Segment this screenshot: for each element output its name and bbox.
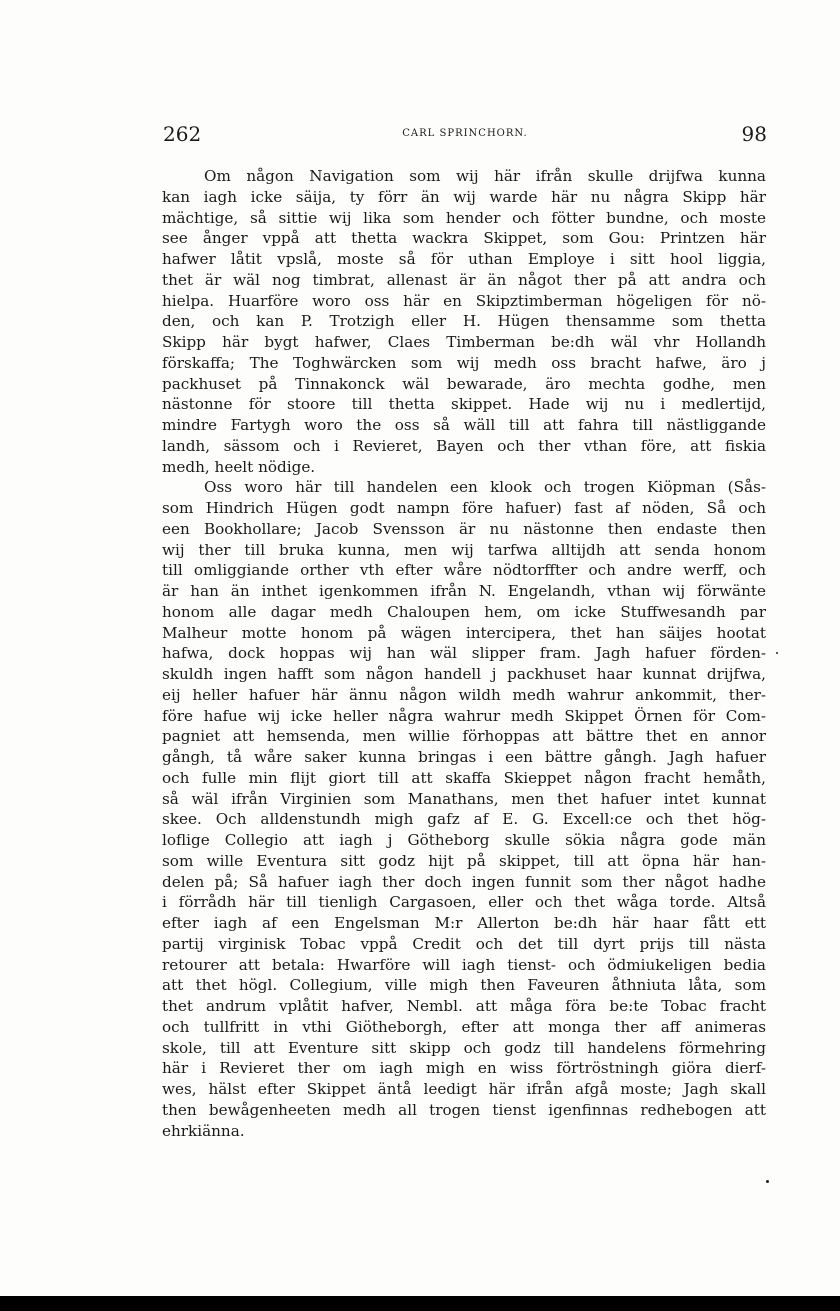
text-line: mindre Fartygh woro the oss så wäll till att fahra till nästliggande <box>162 416 766 434</box>
text-line: Skipp här bygt hafwer, Claes Timberman be:dh wäl vhr Hollandh <box>162 333 766 351</box>
text-line: som wille Eventura sitt godz hijt på skippet, till att öpna här han- <box>162 851 766 870</box>
text-line: pagniet att hemsenda, men willie förhoppas att bättre thet en annor <box>162 727 766 746</box>
text-line: hafwer låtit vpslå, moste så för uthan Employe i sitt hool liggia, <box>162 250 766 268</box>
text-line: honom alle dagar medh Chaloupen hem, om icke Stuffwesandh par <box>162 602 766 621</box>
text-line: thet är wäl nog timbrat, allenast är än något ther på att andra och <box>162 270 766 289</box>
text-line: att thet högl. Collegium, ville migh then Faveuren åthniuta låta, som <box>162 976 766 995</box>
page-number-right: 98 <box>741 122 767 146</box>
text-line: partij virginisk Tobac vppå Credit och det till dyrt prijs till nästa <box>162 934 766 953</box>
paragraph <box>162 166 766 477</box>
text-line: och tullfritt in vthi Giötheborgh, efter att monga ther aff animeras <box>162 1017 766 1036</box>
text-line: wij ther till bruka kunna, men wij tarfwa alltijdh att senda honom <box>162 540 766 559</box>
text-line: landh, sässom och i Revieret, Bayen och ther vthan före, att fiskia <box>162 436 766 455</box>
text-line: gångh, tå wåre saker kunna bringas i een bättre gångh. Jagh hafuer <box>162 748 766 766</box>
text-line: före hafue wij icke heller några wahrur medh Skippet Örnen för Com- <box>162 706 766 725</box>
text-line: här i Revieret ther om iagh migh en wiss förtröstningh giöra dierf- <box>162 1059 766 1078</box>
margin-speck <box>766 1180 769 1183</box>
text-line: och fulle min flijt giort till att skaffa Skieppet någon fracht hemåth, <box>162 768 766 787</box>
text-line: mächtige, så sittie wij lika som hender och fötter bundne, och moste <box>162 208 766 227</box>
text-line: then bewågenheeten medh all trogen tienst igenfinnas redhebogen att <box>162 1100 766 1119</box>
text-line: förskaffa; The Toghwärcken som wij medh oss bracht hafwe, äro j <box>162 353 766 372</box>
text-line: som Hindrich Hügen godt nampn före hafuer) fast af nöden, Så och <box>162 499 766 517</box>
text-line: eij heller hafuer här ännu någon wildh medh wahrur ankommit, ther- <box>162 685 766 704</box>
text-line: wes, hälst efter Skippet äntå leedigt här ifrån afgå moste; Jagh skall <box>162 1080 766 1098</box>
text-line: i förrådh här till tienligh Cargasoen, eller och thet wåga torde. Altså <box>162 893 766 912</box>
text-line: den, och kan P. Trotzigh eller H. Hügen thensamme som thetta <box>162 312 766 331</box>
text-line: retourer att betala: Hwarföre will iagh tienst- och ödmiukeligen bedia <box>162 955 766 974</box>
text-line: efter iagh af een Engelsman M:r Allerton be:dh här haar fått ett <box>162 914 766 932</box>
page-header <box>163 122 767 150</box>
text-line: thet andrum vplåtit hafver, Nembl. att måga föra be:te Tobac fracht <box>162 997 766 1015</box>
body-text <box>162 166 766 1141</box>
text-line: hielpa. Huarföre woro oss här en Skipztimberman högeligen för nö- <box>162 291 766 310</box>
text-line: ehrkiänna. <box>162 1121 245 1140</box>
text-line: är han än inthet igenkommen ifrån N. Engelandh, vthan wij förwänte <box>162 582 766 600</box>
text-line: till omliggiande orther vth efter wåre nödtorffter och andre werff, och <box>162 561 766 580</box>
margin-speck <box>776 652 778 654</box>
text-line: Om någon Navigation som wij här ifrån skulle drijfwa kunna <box>204 167 766 185</box>
text-line: Oss woro här till handelen een klook och trogen Kiöpman (Sås- <box>204 478 766 497</box>
text-line: skuldh ingen hafft som någon handell j packhuset haar kunnat drijfwa, <box>162 665 766 683</box>
text-line: see ånger vppå att thetta wackra Skippet, som Gou: Printzen här <box>162 229 766 248</box>
text-line: skee. Och alldenstundh migh gafz af E. G. Excell:ce och thet hög- <box>162 810 766 829</box>
text-line: kan iagh icke säija, ty förr än wij warde här nu några Skipp här <box>162 187 766 206</box>
scan-edge-band <box>0 1296 840 1311</box>
text-line: Malheur motte honom på wägen intercipera, thet han säijes hootat <box>162 623 766 642</box>
text-line: loflige Collegio att iagh j Götheborg skulle sökia några gode män <box>162 831 766 849</box>
paragraph <box>162 477 766 1141</box>
text-line: een Bookhollare; Jacob Svensson är nu nästonne then endaste then <box>162 519 766 538</box>
running-title: CARL SPRINCHORN. <box>402 128 528 139</box>
page-number-left: 262 <box>163 122 202 146</box>
text-line: skole, till att Eventure sitt skipp och godz till handelens förmehring <box>162 1038 766 1057</box>
text-line: medh, heelt nödige. <box>162 457 316 476</box>
text-line: delen på; Så hafuer iagh ther doch ingen funnit som ther något hadhe <box>162 872 766 891</box>
text-line: hafwa, dock hoppas wij han wäl slipper fram. Jagh hafuer förden- <box>162 644 766 663</box>
text-line: packhuset på Tinnakonck wäl bewarade, äro mechta godhe, men <box>162 374 766 393</box>
text-line: nästonne för stoore till thetta skippet. Hade wij nu i medlertijd, <box>162 395 766 414</box>
text-line: så wäl ifrån Virginien som Manathans, men thet hafuer intet kunnat <box>162 789 766 808</box>
